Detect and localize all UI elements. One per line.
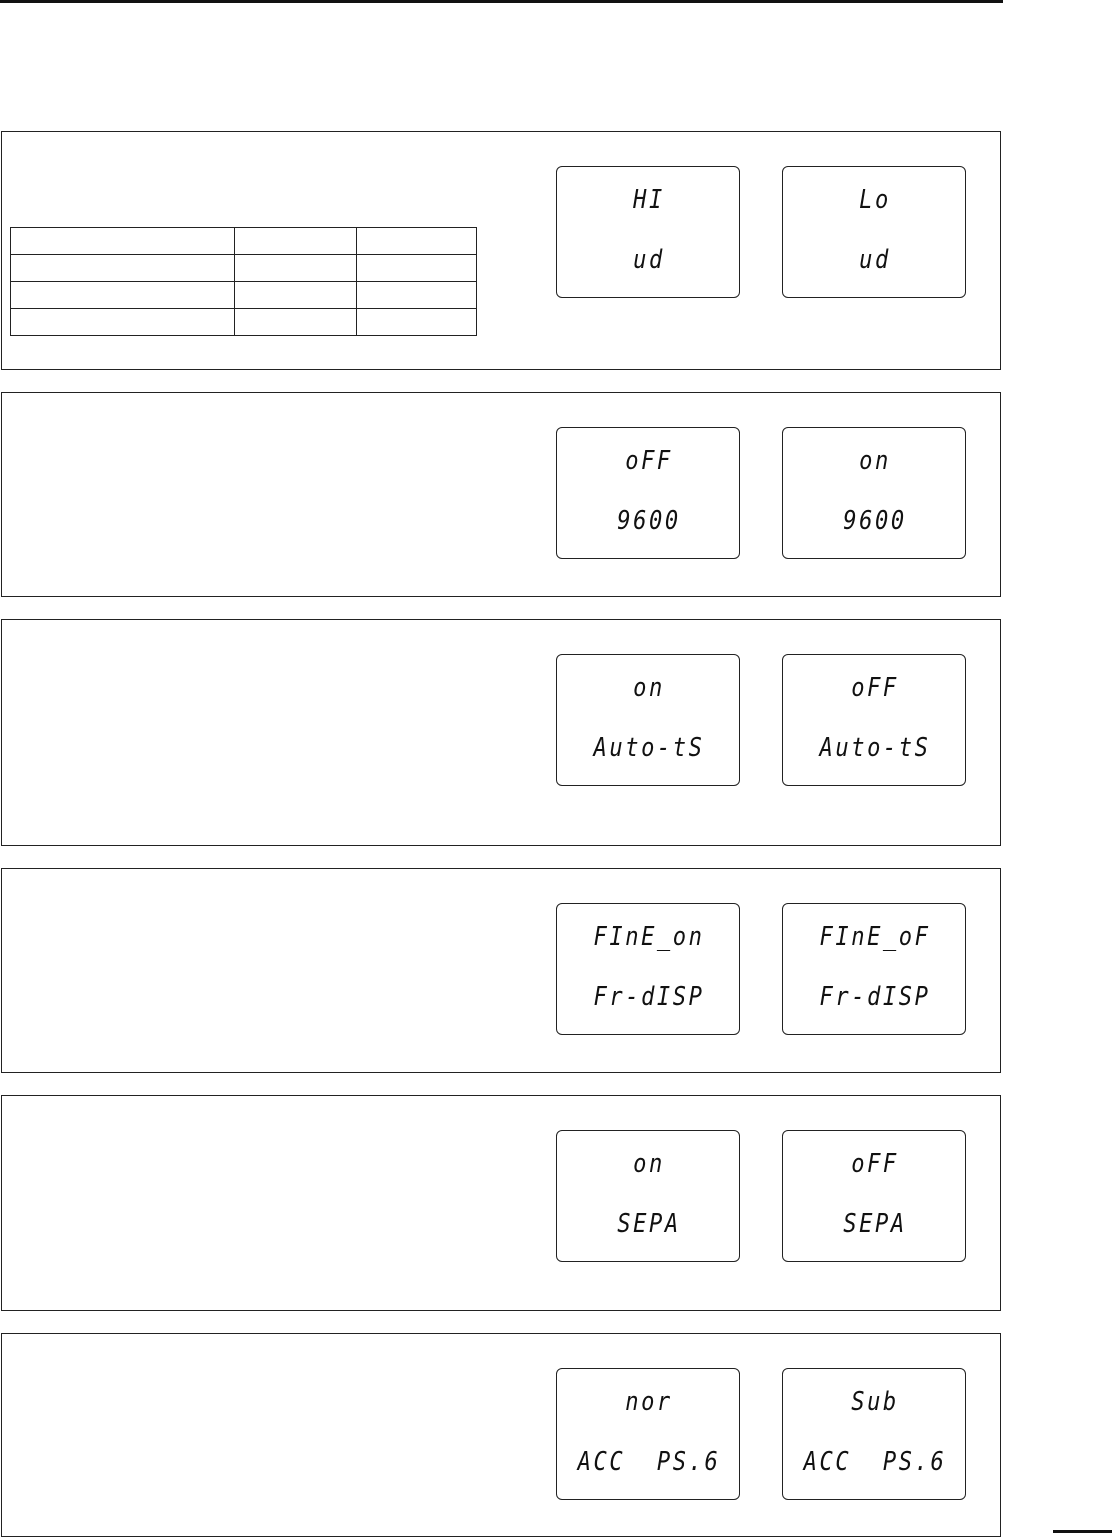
- lcd-top-readout: FInE_on: [593, 922, 705, 952]
- lcd-top-readout: on: [633, 673, 665, 703]
- table-cell: [235, 309, 357, 336]
- lcd-display-sub: [782, 1368, 966, 1500]
- table-cell: [11, 309, 235, 336]
- lcd-top-readout: FInE_oF: [819, 922, 931, 952]
- lcd-top-readout: oFF: [625, 446, 673, 476]
- sepa-setting-panel: [1, 1095, 1001, 1311]
- table-cell: [235, 282, 357, 309]
- lcd-top-readout: Lo: [859, 185, 891, 215]
- table-cell: [357, 255, 477, 282]
- table-cell: [357, 228, 477, 255]
- lcd-top-readout: oFF: [851, 1149, 899, 1179]
- table-cell: [11, 282, 235, 309]
- freq-display-setting-panel: [1, 868, 1001, 1073]
- lcd-display-on: [782, 427, 966, 559]
- baud-setting-panel: [1, 392, 1001, 597]
- lcd-top-readout: HI: [633, 185, 665, 215]
- lcd-display-on: [556, 1130, 740, 1262]
- lcd-bottom-readout: Fr-dISP: [819, 982, 931, 1012]
- lcd-display-fine-on: [556, 903, 740, 1035]
- lcd-display-hi: [556, 166, 740, 298]
- table-row: [11, 228, 477, 255]
- lcd-top-readout: oFF: [851, 673, 899, 703]
- table-cell: [235, 228, 357, 255]
- lcd-display-off: [782, 1130, 966, 1262]
- page-marker-rule: [1053, 1530, 1112, 1533]
- lcd-bottom-readout: ud: [633, 245, 665, 275]
- lcd-bottom-readout: SEPA: [617, 1209, 681, 1239]
- lcd-bottom-readout: 9600: [843, 506, 907, 536]
- lcd-bottom-readout: ACC PS.6: [803, 1447, 947, 1477]
- lcd-bottom-readout: ACC PS.6: [577, 1447, 721, 1477]
- lcd-bottom-readout: Auto-tS: [593, 733, 705, 763]
- table-row: [11, 309, 477, 336]
- lcd-top-readout: on: [633, 1149, 665, 1179]
- power-setting-panel: [1, 131, 1001, 370]
- lcd-display-fine-off: [782, 903, 966, 1035]
- table-cell: [235, 255, 357, 282]
- table-row: [11, 282, 477, 309]
- lcd-display-off: [782, 654, 966, 786]
- acc-setting-panel: [1, 1333, 1001, 1537]
- table-cell: [357, 309, 477, 336]
- lcd-top-readout: on: [859, 446, 891, 476]
- lcd-bottom-readout: SEPA: [843, 1209, 907, 1239]
- top-rule: [0, 0, 1003, 3]
- lcd-display-lo: [782, 166, 966, 298]
- lcd-display-nor: [556, 1368, 740, 1500]
- lcd-bottom-readout: Auto-tS: [819, 733, 931, 763]
- table-cell: [11, 228, 235, 255]
- lcd-bottom-readout: ud: [859, 245, 891, 275]
- spec-table: [10, 227, 477, 336]
- table-row: [11, 255, 477, 282]
- auto-ts-setting-panel: [1, 619, 1001, 846]
- lcd-display-on: [556, 654, 740, 786]
- lcd-top-readout: nor: [625, 1387, 673, 1417]
- lcd-bottom-readout: 9600: [617, 506, 681, 536]
- lcd-display-off: [556, 427, 740, 559]
- table-cell: [357, 282, 477, 309]
- lcd-bottom-readout: Fr-dISP: [593, 982, 705, 1012]
- lcd-top-readout: Sub: [851, 1387, 899, 1417]
- table-cell: [11, 255, 235, 282]
